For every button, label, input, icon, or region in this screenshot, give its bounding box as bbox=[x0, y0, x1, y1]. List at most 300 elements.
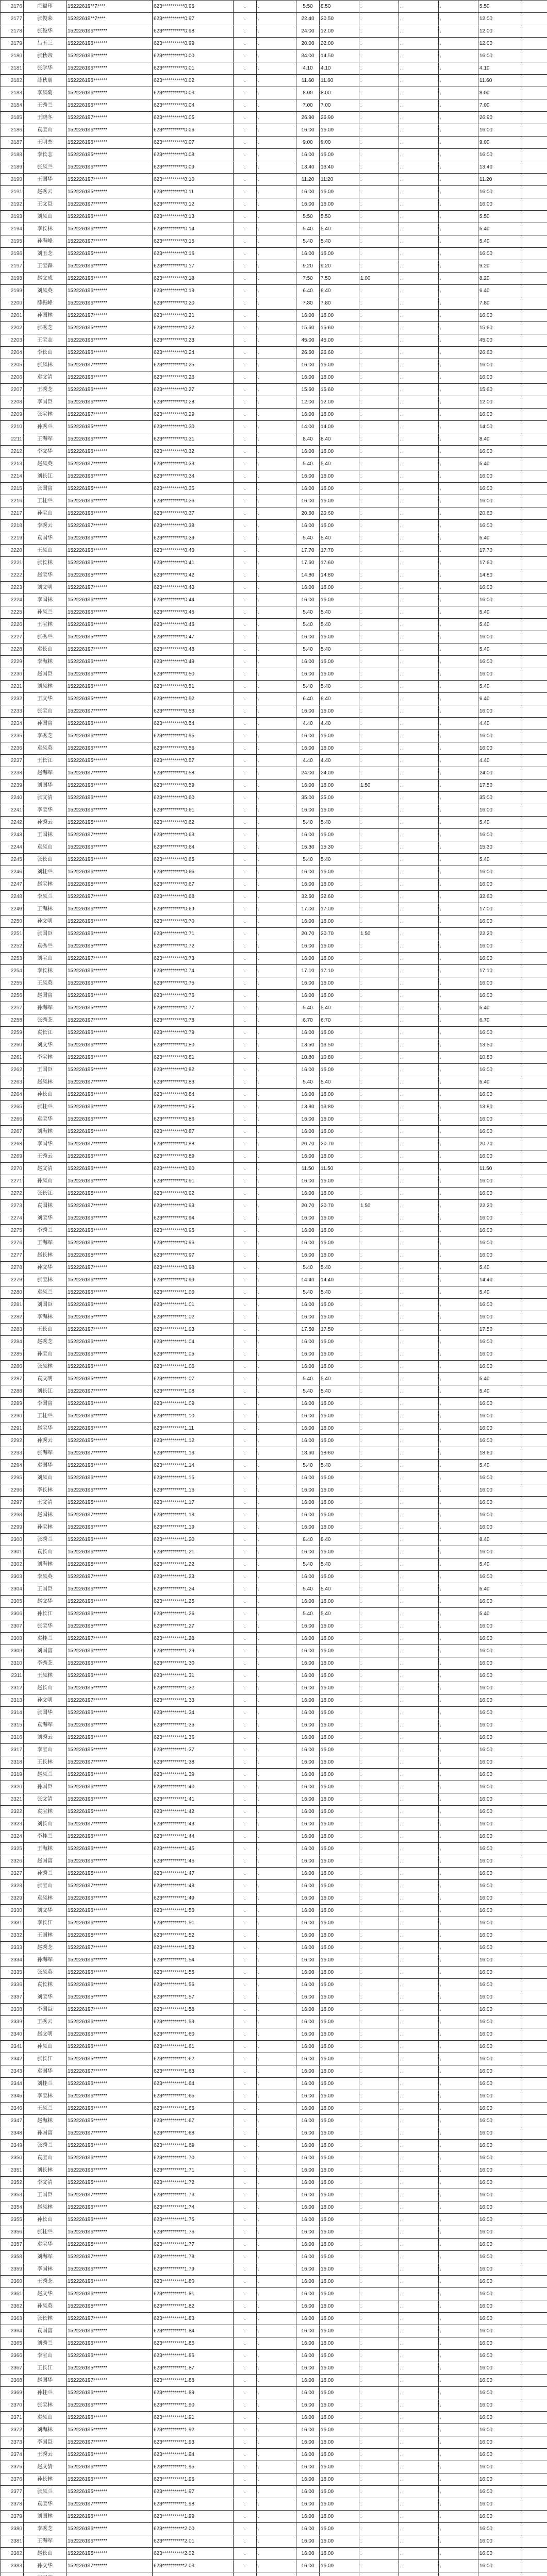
table-row bbox=[1, 779, 547, 792]
table-row bbox=[1, 260, 547, 273]
table-cell: 16.00 bbox=[296, 1064, 320, 1076]
table-cell: . bbox=[257, 507, 296, 520]
table-cell: . bbox=[399, 384, 439, 396]
table-cell: . bbox=[234, 2449, 257, 2461]
table-cell: . bbox=[257, 1682, 296, 1694]
table-cell: . bbox=[234, 668, 257, 681]
table-cell: 张俊华 bbox=[24, 25, 67, 38]
table-row bbox=[1, 742, 547, 755]
table-cell: 26.90 bbox=[296, 112, 320, 124]
table-cell bbox=[234, 2572, 257, 2576]
table-cell: . bbox=[257, 2313, 296, 2325]
table-cell: 16.00 bbox=[320, 1892, 359, 1905]
table-cell: 152226196******* bbox=[67, 2140, 153, 2152]
table-cell: . bbox=[257, 2164, 296, 2177]
table-cell: 17.60 bbox=[320, 557, 359, 569]
table-cell: 26.90 bbox=[320, 112, 359, 124]
table-cell: 赵国富 bbox=[24, 1855, 67, 1868]
table-cell: 152226196******* bbox=[67, 1286, 153, 1299]
table-cell: . bbox=[399, 767, 439, 779]
table-row bbox=[1, 2288, 547, 2300]
table-cell: . bbox=[234, 211, 257, 223]
table-cell: 152226196******* bbox=[67, 916, 153, 928]
table-cell: 16.00 bbox=[320, 1175, 359, 1188]
table-cell: . bbox=[399, 13, 439, 25]
table-cell bbox=[522, 532, 547, 545]
table-cell: 623***********0.77 bbox=[153, 1002, 234, 1014]
table-cell: 张秀兰 bbox=[24, 2140, 67, 2152]
table-row bbox=[1, 2177, 547, 2189]
table-cell: . bbox=[359, 631, 399, 643]
table-cell: 152226196******* bbox=[67, 1225, 153, 1237]
table-cell: . bbox=[399, 38, 439, 50]
table-cell: 623***********1.25 bbox=[153, 1596, 234, 1608]
row-number: 2188 bbox=[1, 149, 24, 161]
table-cell: 623***********0.57 bbox=[153, 755, 234, 767]
table-cell: 李国林 bbox=[24, 594, 67, 606]
table-cell: 16.00 bbox=[478, 2201, 522, 2214]
table-cell: 16.00 bbox=[478, 878, 522, 891]
table-cell: . bbox=[399, 174, 439, 186]
table-cell bbox=[522, 495, 547, 507]
table-cell: . bbox=[439, 2449, 478, 2461]
table-cell: 152226197******* bbox=[67, 2375, 153, 2387]
table-cell: 李秀兰 bbox=[24, 1225, 67, 1237]
table-cell: 袁凤英 bbox=[24, 742, 67, 755]
table-cell: . bbox=[359, 903, 399, 916]
table-cell bbox=[522, 557, 547, 569]
table-cell: . bbox=[234, 2300, 257, 2313]
table-cell: 8.40 bbox=[320, 1534, 359, 1546]
table-cell: . bbox=[399, 1967, 439, 1979]
table-cell: . bbox=[257, 2424, 296, 2436]
table-cell: 赵长山 bbox=[24, 2548, 67, 2560]
table-cell: . bbox=[439, 1868, 478, 1880]
table-cell: . bbox=[439, 619, 478, 631]
table-cell: . bbox=[439, 1385, 478, 1398]
table-cell: 16.00 bbox=[478, 1917, 522, 1929]
table-cell bbox=[522, 112, 547, 124]
table-cell: . bbox=[234, 606, 257, 619]
table-cell: . bbox=[439, 668, 478, 681]
row-number: 2282 bbox=[1, 1311, 24, 1324]
table-cell: 16.00 bbox=[478, 1361, 522, 1373]
table-cell: 16.00 bbox=[320, 1336, 359, 1348]
table-cell: 16.00 bbox=[296, 2041, 320, 2053]
table-cell: 152226196******* bbox=[67, 507, 153, 520]
table-cell: 152226197******* bbox=[67, 1509, 153, 1521]
table-cell: . bbox=[399, 1002, 439, 1014]
table-cell: . bbox=[234, 1583, 257, 1596]
table-cell: 623***********1.97 bbox=[153, 2486, 234, 2498]
table-cell: . bbox=[439, 2214, 478, 2226]
table-cell: 16.00 bbox=[296, 2251, 320, 2263]
table-cell: 152226195******* bbox=[67, 1682, 153, 1694]
table-cell: 5.50 bbox=[478, 1, 522, 13]
table-cell: . bbox=[234, 87, 257, 99]
table-cell: 152226196******* bbox=[67, 730, 153, 742]
table-cell: 4.10 bbox=[296, 62, 320, 75]
table-cell: 623***********0.20 bbox=[153, 297, 234, 310]
table-cell: 袁长江 bbox=[24, 1027, 67, 1039]
table-cell: 623***********1.17 bbox=[153, 1497, 234, 1509]
table-cell: 孙桂兰 bbox=[24, 2387, 67, 2399]
table-cell: . bbox=[257, 1781, 296, 1793]
row-number: 2222 bbox=[1, 569, 24, 582]
row-number: 2295 bbox=[1, 1472, 24, 1484]
table-cell: 16.00 bbox=[296, 2201, 320, 2214]
table-cell: 5.40 bbox=[478, 1076, 522, 1089]
table-cell: 16.00 bbox=[296, 1781, 320, 1793]
table-cell bbox=[522, 1546, 547, 1558]
table-cell: . bbox=[234, 2424, 257, 2436]
row-number: 2231 bbox=[1, 681, 24, 693]
table-cell: 李海林 bbox=[24, 656, 67, 668]
table-cell: . bbox=[439, 817, 478, 829]
table-cell: . bbox=[439, 2016, 478, 2028]
table-cell bbox=[522, 866, 547, 878]
table-cell: . bbox=[439, 1324, 478, 1336]
row-number: 2315 bbox=[1, 1719, 24, 1732]
table-cell: 16.00 bbox=[320, 1905, 359, 1917]
table-cell: 623***********1.56 bbox=[153, 1979, 234, 1991]
table-cell: . bbox=[359, 2486, 399, 2498]
table-cell: 孙凤英 bbox=[24, 2300, 67, 2313]
table-cell: . bbox=[359, 409, 399, 421]
table-cell bbox=[522, 2078, 547, 2090]
table-cell: 孙秀兰 bbox=[24, 1868, 67, 1880]
table-cell: 16.00 bbox=[296, 1410, 320, 1422]
table-cell: 16.00 bbox=[478, 1509, 522, 1521]
table-cell: 623***********1.28 bbox=[153, 1633, 234, 1645]
table-cell: 623***********1.43 bbox=[153, 1818, 234, 1831]
table-cell bbox=[522, 1188, 547, 1200]
table-row bbox=[1, 2053, 547, 2065]
table-cell: 152226197******* bbox=[67, 458, 153, 470]
table-row bbox=[1, 705, 547, 718]
table-cell bbox=[522, 804, 547, 817]
table-cell: 7.80 bbox=[320, 297, 359, 310]
table-cell: 5.40 bbox=[478, 681, 522, 693]
table-cell: 李文清 bbox=[24, 2177, 67, 2189]
table-cell: 赵长林 bbox=[24, 1249, 67, 1262]
table-cell: 16.00 bbox=[320, 2313, 359, 2325]
table-cell: . bbox=[439, 1509, 478, 1521]
table-cell: 152226196******* bbox=[67, 1855, 153, 1868]
table-cell: 5.40 bbox=[478, 1608, 522, 1620]
table-cell: . bbox=[257, 1002, 296, 1014]
table-cell: . bbox=[257, 2362, 296, 2375]
table-cell: 35.00 bbox=[296, 792, 320, 804]
table-cell: . bbox=[359, 285, 399, 297]
table-cell: 623***********0.79 bbox=[153, 1027, 234, 1039]
table-cell: 16.00 bbox=[296, 1818, 320, 1831]
table-cell: . bbox=[439, 866, 478, 878]
table-cell bbox=[522, 2214, 547, 2226]
table-cell: 11.60 bbox=[320, 75, 359, 87]
table-row bbox=[1, 1831, 547, 1843]
table-cell: 152226196******* bbox=[67, 1546, 153, 1558]
table-cell: 623***********1.54 bbox=[153, 1954, 234, 1967]
table-cell: 孙文华 bbox=[24, 2560, 67, 2572]
row-number: 2182 bbox=[1, 75, 24, 87]
table-cell: 张长江 bbox=[24, 2053, 67, 2065]
table-cell: . bbox=[257, 1348, 296, 1361]
table-cell: . bbox=[257, 1262, 296, 1274]
table-cell: . bbox=[359, 1868, 399, 1880]
table-cell bbox=[522, 1954, 547, 1967]
table-row bbox=[1, 606, 547, 619]
table-cell: 152226196******* bbox=[67, 470, 153, 483]
table-cell: . bbox=[439, 1138, 478, 1150]
table-cell: . bbox=[257, 2350, 296, 2362]
table-cell bbox=[522, 1769, 547, 1781]
table-cell: . bbox=[399, 1942, 439, 1954]
table-cell: . bbox=[439, 1707, 478, 1719]
table-cell: . bbox=[359, 322, 399, 334]
table-cell: . bbox=[399, 2375, 439, 2387]
table-cell: 16.00 bbox=[296, 2189, 320, 2201]
table-row bbox=[1, 2523, 547, 2535]
table-cell: 623***********1.64 bbox=[153, 2078, 234, 2090]
table-cell: . bbox=[234, 223, 257, 235]
table-cell: . bbox=[399, 1472, 439, 1484]
table-cell bbox=[522, 2498, 547, 2511]
table-cell: . bbox=[234, 273, 257, 285]
row-number: 2254 bbox=[1, 965, 24, 977]
table-cell: 李秀芝 bbox=[24, 2523, 67, 2535]
table-cell: 16.00 bbox=[320, 1732, 359, 1744]
table-cell bbox=[522, 285, 547, 297]
table-cell: . bbox=[359, 112, 399, 124]
table-cell: 16.00 bbox=[296, 2325, 320, 2337]
row-number: 2335 bbox=[1, 1967, 24, 1979]
table-cell: . bbox=[439, 2560, 478, 2572]
table-cell: . bbox=[359, 2140, 399, 2152]
table-cell: 孙秀云 bbox=[24, 1435, 67, 1447]
table-cell: 152226195******* bbox=[67, 2177, 153, 2189]
table-cell: . bbox=[359, 1188, 399, 1200]
table-cell: . bbox=[439, 1150, 478, 1163]
table-cell: 5.40 bbox=[320, 1608, 359, 1620]
table-cell: 16.00 bbox=[478, 50, 522, 62]
table-cell bbox=[522, 1286, 547, 1299]
table-cell: . bbox=[257, 2115, 296, 2127]
table-row bbox=[1, 13, 547, 25]
table-cell: 152226196******* bbox=[67, 99, 153, 112]
table-cell: 16.00 bbox=[320, 198, 359, 211]
table-cell: . bbox=[359, 916, 399, 928]
table-cell: . bbox=[399, 2177, 439, 2189]
table-cell: 16.00 bbox=[320, 2325, 359, 2337]
table-cell: . bbox=[257, 2300, 296, 2313]
table-cell: 11.50 bbox=[320, 1163, 359, 1175]
table-cell: 623***********1.98 bbox=[153, 2498, 234, 2511]
table-cell: 20.70 bbox=[296, 1138, 320, 1150]
table-cell: 152226197******* bbox=[67, 1756, 153, 1769]
table-cell: 623***********1.26 bbox=[153, 1608, 234, 1620]
table-cell: 623***********1.18 bbox=[153, 1509, 234, 1521]
table-cell: 16.00 bbox=[320, 582, 359, 594]
table-cell: 16.00 bbox=[320, 2226, 359, 2239]
table-cell: . bbox=[234, 483, 257, 495]
table-cell: . bbox=[439, 2548, 478, 2560]
table-cell: . bbox=[399, 273, 439, 285]
table-cell: 16.00 bbox=[320, 916, 359, 928]
table-cell: 8.40 bbox=[478, 1534, 522, 1546]
table-cell: . bbox=[399, 1225, 439, 1237]
table-cell: 王宝志 bbox=[24, 334, 67, 347]
table-row bbox=[1, 2511, 547, 2523]
table-cell: . bbox=[439, 2263, 478, 2276]
table-cell bbox=[522, 2523, 547, 2535]
table-cell bbox=[522, 1806, 547, 1818]
table-cell: . bbox=[399, 223, 439, 235]
table-cell: . bbox=[439, 545, 478, 557]
table-cell: 5.40 bbox=[296, 681, 320, 693]
row-number: 2244 bbox=[1, 841, 24, 854]
table-cell: 孙宝山 bbox=[24, 1348, 67, 1361]
table-cell: . bbox=[257, 1286, 296, 1299]
table-row bbox=[1, 940, 547, 953]
table-cell: . bbox=[234, 1868, 257, 1880]
table-cell: . bbox=[234, 1150, 257, 1163]
table-cell: 623***********0.30 bbox=[153, 421, 234, 433]
table-cell: . bbox=[439, 2498, 478, 2511]
table-cell: 26.60 bbox=[296, 347, 320, 359]
table-cell: 李秀芝 bbox=[24, 1657, 67, 1670]
table-cell: 152226196******* bbox=[67, 2511, 153, 2523]
table-cell bbox=[522, 1682, 547, 1694]
table-cell: . bbox=[399, 1076, 439, 1089]
table-cell: . bbox=[257, 1954, 296, 1967]
table-cell: 623***********0.34 bbox=[153, 470, 234, 483]
table-cell: 16.00 bbox=[296, 248, 320, 260]
table-cell: 袁国华 bbox=[24, 2065, 67, 2078]
table-cell: 16.00 bbox=[320, 779, 359, 792]
table-cell: . bbox=[257, 829, 296, 841]
table-cell: 7.50 bbox=[320, 273, 359, 285]
table-cell: 623***********0.28 bbox=[153, 396, 234, 409]
table-cell: . bbox=[439, 2288, 478, 2300]
table-cell bbox=[522, 1583, 547, 1596]
table-cell: . bbox=[257, 643, 296, 656]
table-cell: 16.00 bbox=[320, 2028, 359, 2041]
table-cell: 22.40 bbox=[296, 13, 320, 25]
table-cell: 5.40 bbox=[296, 223, 320, 235]
table-cell: 15.30 bbox=[320, 841, 359, 854]
table-cell: 623***********1.38 bbox=[153, 1756, 234, 1769]
table-cell: . bbox=[439, 953, 478, 965]
table-cell: . bbox=[234, 1732, 257, 1744]
table-cell: 16.00 bbox=[320, 1497, 359, 1509]
table-cell: . bbox=[234, 1126, 257, 1138]
table-cell: . bbox=[257, 718, 296, 730]
table-row bbox=[1, 767, 547, 779]
table-cell: 16.00 bbox=[478, 1707, 522, 1719]
table-cell: . bbox=[359, 1460, 399, 1472]
table-cell: . bbox=[439, 1286, 478, 1299]
table-cell: 16.00 bbox=[320, 2535, 359, 2548]
table-cell: . bbox=[234, 1, 257, 13]
table-cell bbox=[522, 1979, 547, 1991]
table-cell: 20.60 bbox=[296, 507, 320, 520]
table-cell: . bbox=[359, 1484, 399, 1497]
table-cell: 623***********0.95 bbox=[153, 1225, 234, 1237]
table-cell: . bbox=[439, 854, 478, 866]
table-cell: . bbox=[359, 1361, 399, 1373]
table-cell: . bbox=[234, 446, 257, 458]
row-number: 2305 bbox=[1, 1596, 24, 1608]
table-cell: . bbox=[399, 594, 439, 606]
table-cell: 152226195******* bbox=[67, 1744, 153, 1756]
table-cell: 623***********0.54 bbox=[153, 718, 234, 730]
table-row bbox=[1, 2004, 547, 2016]
table-cell: 14.40 bbox=[296, 1274, 320, 1286]
table-cell: 赵文华 bbox=[24, 2288, 67, 2300]
table-cell: . bbox=[439, 718, 478, 730]
table-cell: 623***********1.80 bbox=[153, 2276, 234, 2288]
table-cell: 16.00 bbox=[478, 2276, 522, 2288]
table-cell: 623***********1.90 bbox=[153, 2399, 234, 2412]
table-cell: 16.00 bbox=[478, 198, 522, 211]
table-cell: . bbox=[257, 1732, 296, 1744]
table-cell: 152226196******* bbox=[67, 347, 153, 359]
table-cell bbox=[522, 1212, 547, 1225]
table-cell bbox=[522, 767, 547, 779]
table-cell: . bbox=[439, 1064, 478, 1076]
table-cell: . bbox=[399, 817, 439, 829]
table-cell: 王长林 bbox=[24, 1756, 67, 1769]
table-cell: . bbox=[257, 1892, 296, 1905]
table-cell: 16.00 bbox=[320, 1410, 359, 1422]
table-row bbox=[1, 2350, 547, 2362]
table-cell: . bbox=[257, 990, 296, 1002]
table-cell: 16.00 bbox=[478, 2436, 522, 2449]
table-cell: . bbox=[257, 1583, 296, 1596]
table-cell bbox=[522, 2103, 547, 2115]
table-cell bbox=[522, 396, 547, 409]
table-cell: 13.80 bbox=[296, 1101, 320, 1113]
table-cell: 16.00 bbox=[296, 2313, 320, 2325]
table-cell: 16.00 bbox=[320, 1719, 359, 1732]
table-cell: 152226196******* bbox=[67, 1348, 153, 1361]
table-cell: 623***********0.42 bbox=[153, 569, 234, 582]
table-cell bbox=[522, 186, 547, 198]
table-cell: . bbox=[439, 1460, 478, 1472]
table-cell bbox=[522, 1917, 547, 1929]
table-cell bbox=[522, 38, 547, 50]
table-cell: . bbox=[234, 1274, 257, 1286]
row-number: 2247 bbox=[1, 878, 24, 891]
table-cell: . bbox=[399, 1274, 439, 1286]
table-cell: 152226196******* bbox=[67, 211, 153, 223]
table-cell: . bbox=[234, 1967, 257, 1979]
table-cell: . bbox=[399, 2263, 439, 2276]
table-cell: 16.00 bbox=[320, 1880, 359, 1892]
table-cell: 9.00 bbox=[296, 137, 320, 149]
row-number: 2228 bbox=[1, 643, 24, 656]
table-cell: 孙秀兰 bbox=[24, 421, 67, 433]
table-cell: 16.00 bbox=[296, 1509, 320, 1521]
table-cell: . bbox=[234, 470, 257, 483]
table-row bbox=[1, 817, 547, 829]
table-cell: 623***********1.67 bbox=[153, 2115, 234, 2127]
table-cell: . bbox=[439, 1521, 478, 1534]
table-cell: . bbox=[399, 2412, 439, 2424]
table-cell bbox=[522, 1373, 547, 1385]
table-cell bbox=[522, 223, 547, 235]
